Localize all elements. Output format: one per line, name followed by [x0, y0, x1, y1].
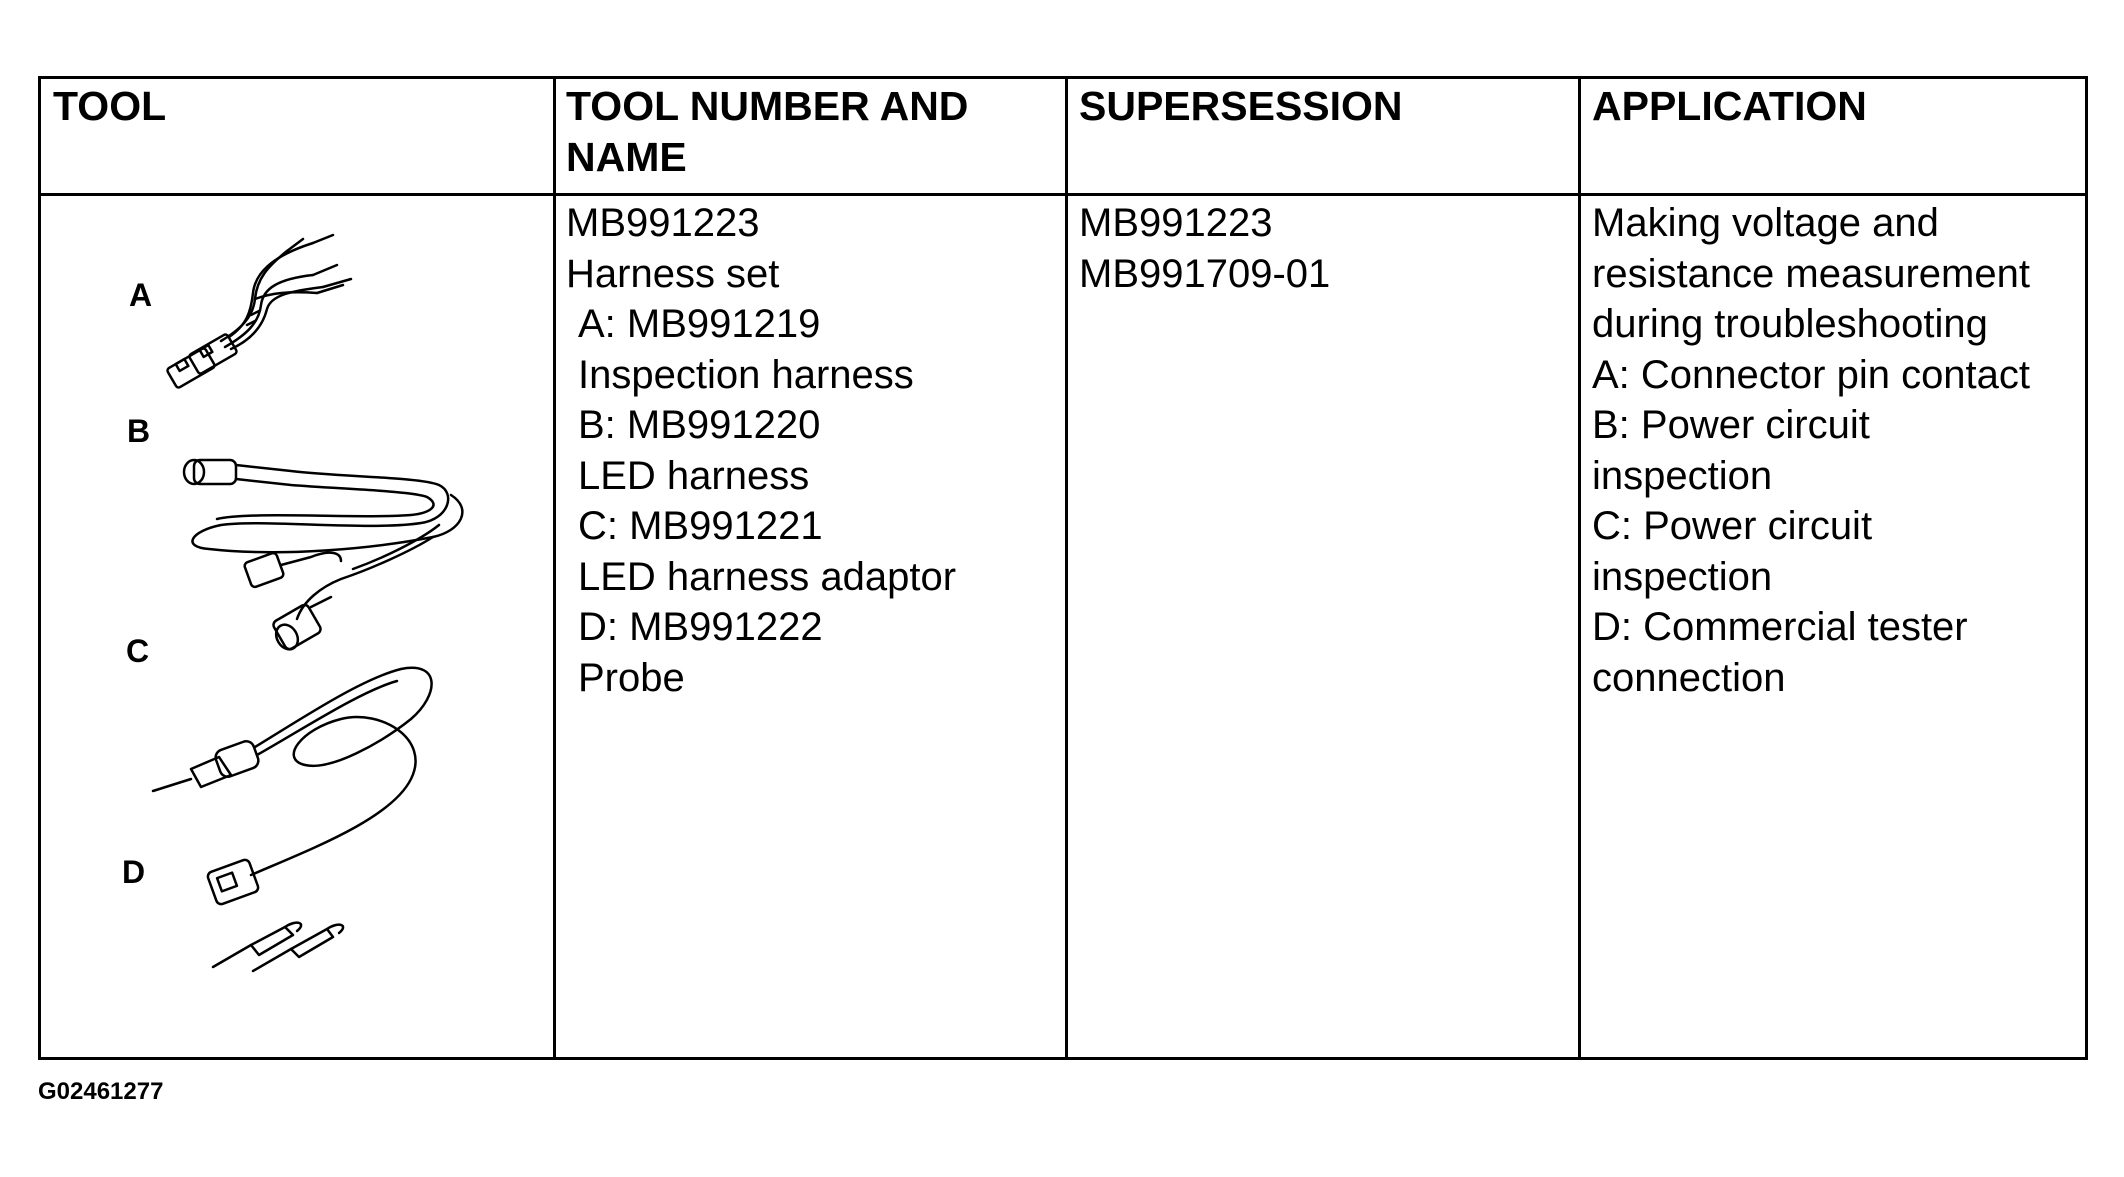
column-divider [1578, 79, 1581, 1057]
application-line: B: Power circuit [1592, 403, 1870, 447]
application-line: C: Power circuit [1592, 504, 1873, 548]
column-divider [553, 79, 556, 1057]
probe-icon [213, 923, 343, 971]
application-line: A: Connector pin contact [1592, 352, 2031, 397]
tool-number-line: C: MB991221 [578, 504, 823, 548]
inspection-harness-icon [166, 235, 351, 389]
tool-letter-d: D [122, 854, 146, 890]
header-application: APPLICATION [1592, 83, 1867, 129]
tool-number-and-name-cell [566, 196, 956, 703]
tool-number-line: D: MB991222 [578, 605, 823, 649]
column-divider [1065, 79, 1068, 1057]
supersession-cell [1079, 196, 1330, 299]
application-line: resistance measurement [1592, 251, 2030, 296]
header-tool-number-and-name: TOOL NUMBER AND NAME [566, 83, 969, 180]
tool-number-line: LED harness [578, 453, 810, 498]
supersession-line: MB991709-01 [1079, 251, 1331, 296]
led-harness-icon [184, 460, 462, 653]
tool-number-line: Harness set [566, 251, 780, 296]
special-tool-table [38, 76, 2088, 1060]
header-supersession: SUPERSESSION [1079, 83, 1403, 129]
application-line: inspection [1592, 453, 1773, 498]
tool-number-line: B: MB991220 [578, 403, 821, 447]
application-cell [1592, 196, 2030, 703]
tool-number-line: A: MB991219 [578, 302, 821, 346]
header-tool: TOOL [53, 83, 167, 129]
tool-number-line: LED harness adaptor [578, 554, 957, 599]
application-line: during troubleshooting [1592, 302, 1988, 346]
tool-letter-a: A [129, 277, 153, 313]
supersession-line: MB991223 [1079, 201, 1273, 245]
tool-letter-b: B [127, 413, 151, 449]
application-line: connection [1592, 655, 1786, 700]
application-line: inspection [1592, 554, 1773, 599]
tool-number-line: Inspection harness [578, 352, 914, 397]
tool-letter-c: C [126, 633, 150, 669]
tool-number-line: MB991223 [566, 201, 760, 245]
application-line: Making voltage and [1592, 201, 1939, 245]
figure-code: G02461277 [38, 1078, 164, 1105]
tool-number-line: Probe [578, 655, 685, 700]
application-line: D: Commercial tester [1592, 605, 1968, 649]
led-harness-adaptor-icon [153, 668, 432, 906]
